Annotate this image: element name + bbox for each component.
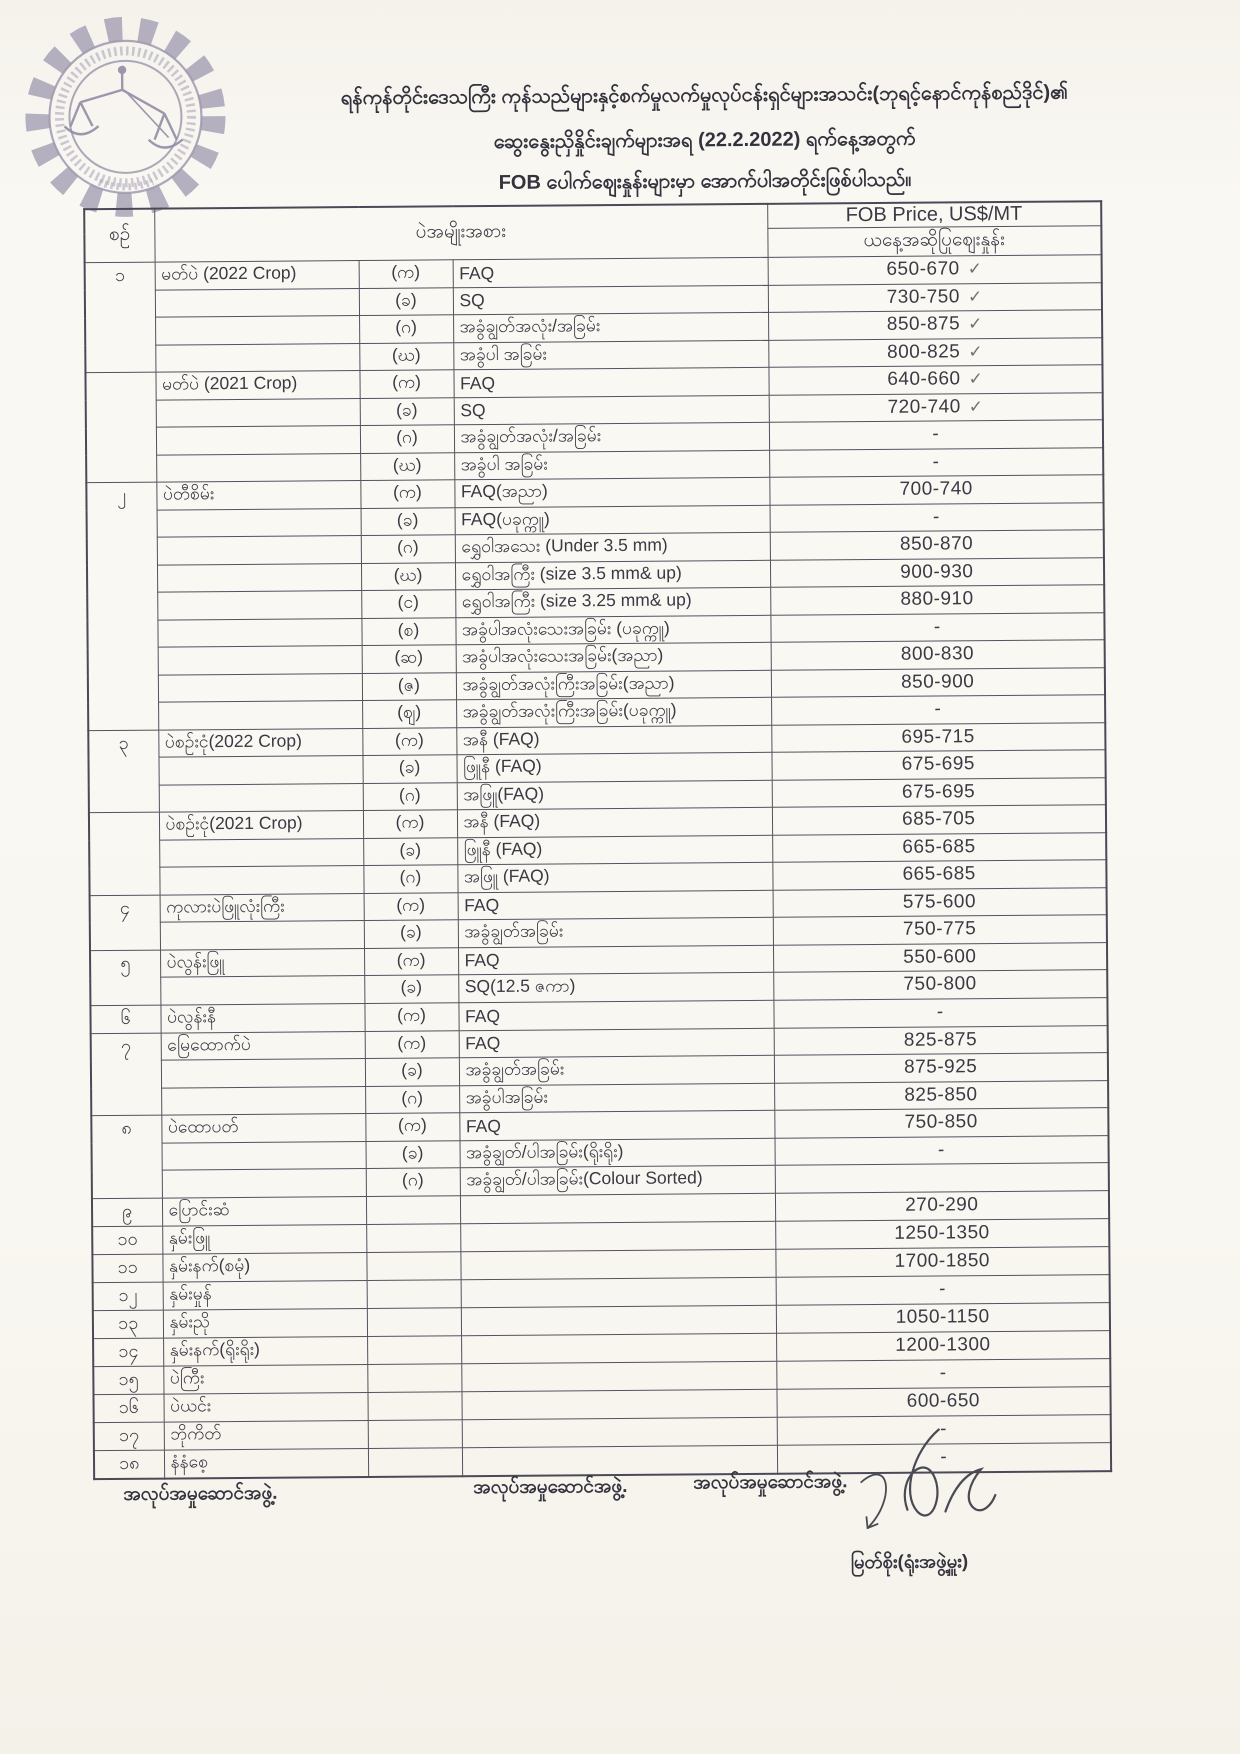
sub-item-letter-cell: (ခ) [362,755,456,783]
grade-spec-cell: အခွံပါအလုံးသေးအခြမ်း(အညာ) [456,642,771,672]
commodity-name-cell: ဘိုကိတ် [164,1420,368,1450]
commodity-name-cell [159,783,363,812]
sub-item-letter-cell [368,1447,462,1476]
grade-spec-cell: SQ [454,395,769,425]
grade-spec-cell [460,1221,775,1251]
grade-spec-cell: အနီ (FAQ) [456,725,771,755]
price-cell [776,1330,1110,1361]
sub-item-letter-cell: (ဂ) [359,315,453,343]
sub-item-letter-cell: (ခ) [360,397,454,425]
grade-spec-cell: အခွံချွတ်အလုံးကြီးအခြမ်း(အညာ) [456,670,771,700]
commodity-name-cell: ကုလားပဲဖြူလုံးကြီး [160,893,364,922]
grade-spec-cell: ဖြူနီ (FAQ) [456,752,771,782]
grade-spec-cell: အခွံပါ အခြမ်း [453,340,768,370]
executive-committee-label-3: အလုပ်အမှုဆောင်အဖွဲ့. [693,1471,848,1494]
commodity-name-cell: နှမ်းညို [163,1308,367,1338]
price-cell [776,1358,1110,1389]
price-cell [769,392,1103,422]
sub-item-letter-cell: (ခ) [364,975,458,1003]
commodity-name-cell [157,563,361,592]
sub-item-letter-cell: (ဂ) [363,782,457,810]
price-cell [770,585,1104,615]
commodity-name-cell [155,316,359,345]
price-value: - [940,1446,948,1468]
sub-item-letter-cell: (ခ) [366,1140,460,1168]
executive-committee-label-2: အလုပ်အမှုဆောင်အဖွဲ့. [473,1475,628,1499]
sub-item-letter-cell: (ဂ) [366,1168,460,1196]
price-cell [775,1246,1109,1277]
price-cell [768,310,1102,340]
commodity-name-cell: ပဲတီစိမ်း [156,481,360,510]
sub-item-letter-cell [366,1223,460,1252]
price-value: 720-740 [887,396,961,418]
chamber-seal-stamp-icon [18,7,234,227]
price-value: 575-600 [902,890,977,913]
price-check-icon: ✓ [968,341,984,361]
price-cell [774,1025,1108,1055]
price-value: 825-850 [904,1083,978,1106]
commodity-name-cell [156,398,360,427]
price-value: - [933,616,941,638]
price-cell [772,860,1106,890]
price-cell [773,942,1107,972]
price-cell [768,365,1102,395]
sub-item-letter-cell [367,1307,461,1336]
price-check-icon: ✓ [967,259,983,279]
commodity-name-cell [160,921,364,950]
signer-name-label: မြတ်စိုး(ရုံးအဖွဲ့မှူး) [850,1550,969,1573]
grade-spec-cell [461,1389,776,1419]
price-value: 675-695 [901,753,976,776]
sub-item-letter-cell: (ခ) [359,287,453,315]
header-date-line: ဆွေးနွေးညှိနှိုင်းချက်များအရ (22.2.2022) ရက်နေ့အတွက် [493,127,916,153]
grade-spec-cell: ရွှေဝါအသေး (Under 3.5 mm) [455,532,770,562]
grade-spec-cell: အခွံချွတ်အလုံး/အခြမ်း [454,422,769,452]
price-cell [770,530,1104,560]
commodity-name-cell: နှမ်းနက်(ရိုးရိုး) [163,1336,367,1366]
sub-item-letter-cell: (ဇ) [362,672,456,700]
price-cell [771,695,1105,725]
commodity-name-cell [159,866,363,895]
price-value: 850-900 [900,670,975,693]
row-number-cell [89,812,160,895]
price-value: 550-600 [903,945,977,968]
price-cell [776,1274,1110,1305]
grade-spec-cell [461,1305,776,1335]
row-number-cell: ၈ [91,1115,162,1198]
commodity-name-cell: မတ်ပဲ (2022 Crop) [155,261,359,290]
price-value: - [932,423,940,445]
sub-item-letter-cell: (က) [365,1113,459,1141]
grade-spec-cell: FAQ [453,257,768,287]
price-cell [773,970,1107,1000]
price-cell [773,997,1107,1028]
commodity-name-cell [157,618,361,647]
row-number-cell: ၁၇ [94,1422,164,1451]
price-cell [770,612,1104,642]
row-number-cell [85,372,156,483]
row-number-cell: ၉ [92,1198,162,1227]
price-value: 1700-1850 [894,1250,991,1272]
sub-item-letter-cell: (ဆ) [362,645,456,673]
grade-spec-cell [461,1361,776,1391]
price-cell [771,722,1105,752]
grade-spec-cell: FAQ [458,1000,773,1030]
grade-spec-cell: အဖြူ (FAQ) [457,862,772,892]
grade-spec-cell: အနီ (FAQ) [457,807,772,837]
signature-icon [827,1415,1018,1556]
col-header-type: ပဲအမျိုးအစား [154,204,767,262]
grade-spec-cell: အခွံချွတ်အလုံး/အခြမ်း [453,312,768,342]
grade-spec-cell: FAQ [453,367,768,397]
sub-item-letter-cell [368,1419,462,1448]
sub-item-letter-cell: (ဂ) [365,1085,459,1113]
row-number-cell: ၇ [91,1033,162,1116]
row-number-cell: ၁၁ [92,1254,162,1283]
sub-item-letter-cell: (ဂ) [360,425,454,453]
commodity-name-cell [157,591,361,620]
grade-spec-cell: အဖြူ(FAQ) [457,780,772,810]
sub-item-letter-cell: (က) [362,727,456,755]
commodity-name-cell [157,508,361,537]
sub-item-letter-cell: (က) [365,1030,459,1058]
price-value: 750-850 [904,1111,978,1134]
commodity-name-cell: ပဲထောပတ် [161,1114,365,1143]
sub-item-letter-cell [367,1363,461,1392]
price-value: 875-925 [904,1056,978,1079]
sub-item-letter-cell: (ခ) [364,920,458,948]
price-value: - [936,1001,944,1023]
header-association-line: ရန်ကုန်တိုင်းဒေသကြီး ကုန်သည်များနှင့်စက်မှုလက်မှုလုပ်ငန်းရှင်များအသင်း(ဘုရင့်နောင်ကုန်စည်ဒိုင်)၏ [340,81,1069,110]
price-value: 675-695 [901,780,976,803]
price-check-icon: ✓ [967,286,983,307]
price-cell [768,337,1102,367]
grade-spec-cell: အခွံချွတ်အလုံးကြီးအခြမ်း(ပခုက္ကူ) [456,697,771,727]
row-number-cell: ၃ [88,730,159,813]
price-value: - [937,1139,945,1161]
sub-item-letter-cell: (က) [363,810,457,838]
price-cell [770,502,1104,532]
price-value: 800-825 [887,341,961,363]
sub-item-letter-cell: (ခ) [361,507,455,535]
grade-spec-cell: FAQ [459,1028,774,1058]
sub-item-letter-cell: (င) [361,590,455,618]
price-value: 850-870 [899,533,974,556]
price-value: 600-650 [906,1390,981,1412]
price-check-icon: ✓ [968,396,984,416]
col-header-no: စဉ် [84,209,154,263]
sub-item-letter-cell: (ခ) [365,1058,459,1086]
sub-item-letter-cell [367,1335,461,1364]
commodity-name-cell [156,426,360,455]
commodity-name-cell: ပဲစဉ်းငုံ(2022 Crop) [158,728,362,757]
price-cell [772,805,1106,835]
row-number-cell: ၁၆ [93,1394,163,1423]
row-number-cell: ၁၄ [93,1338,163,1367]
grade-spec-cell: အခွံချွတ်/ပါအခြမ်း(Colour Sorted) [460,1165,775,1195]
sub-item-letter-cell: (က) [364,947,458,975]
sub-item-letter-cell: (ခ) [363,837,457,865]
sub-item-letter-cell: (က) [359,370,453,398]
price-value: 665-685 [902,863,976,886]
grade-spec-cell: ရွှေဝါအကြီး (size 3.5 mm& up) [455,560,770,590]
price-cell [774,1053,1108,1083]
sub-item-letter-cell [367,1391,461,1420]
price-cell [771,750,1105,780]
grade-spec-cell [461,1277,776,1307]
price-check-icon: ✓ [968,369,984,389]
price-value: 685-705 [902,808,976,831]
price-cell [771,640,1105,670]
commodity-name-cell [162,1169,366,1198]
sub-item-letter-cell [367,1279,461,1308]
commodity-name-cell: ပြောင်းဆံ [162,1196,366,1226]
grade-spec-cell: FAQ [458,945,773,975]
price-cell [775,1218,1109,1249]
price-cell [774,1108,1108,1138]
sub-item-letter-cell: (က) [360,480,454,508]
grade-spec-cell [460,1193,775,1223]
grade-spec-cell: FAQ [459,1110,774,1140]
price-value: 1250-1350 [894,1222,990,1244]
price-value: - [939,1362,947,1384]
commodity-name-cell: မြေထောက်ပဲ [161,1031,365,1060]
price-cell [768,282,1102,312]
commodity-name-cell [160,976,364,1005]
row-number-cell: ၅ [90,950,160,1006]
commodity-name-cell [158,756,362,785]
sub-item-letter-cell [366,1195,460,1224]
sub-item-letter-cell: (က) [359,260,453,288]
price-value: 665-685 [902,835,976,858]
price-value: 900-930 [900,560,974,583]
row-number-cell: ၁၂ [93,1282,163,1311]
price-value: 650-670 [886,258,960,281]
price-value: - [934,698,942,720]
price-cell [776,1302,1110,1333]
sub-item-letter-cell: (က) [364,892,458,920]
grade-spec-cell: ဖြူနီ (FAQ) [457,835,772,865]
commodity-name-cell [157,536,361,565]
sub-item-letter-cell: (ဃ) [359,342,453,370]
price-cell [769,475,1103,505]
grade-spec-cell: အခွံပါအခြမ်း [459,1083,774,1113]
commodity-name-cell [159,838,363,867]
commodity-name-cell: ပဲကြီး [163,1364,367,1394]
price-cell [768,255,1102,285]
row-number-cell: ၁၅ [93,1366,163,1395]
price-cell [772,777,1106,807]
price-value: 1050-1150 [895,1306,990,1328]
commodity-name-cell: နှမ်းဖြူ [162,1224,366,1254]
grade-spec-cell: အခွံပါအလုံးသေးအခြမ်း (ပခုက္ကူ) [455,615,770,645]
commodity-name-cell [156,453,360,482]
price-cell [769,447,1103,477]
col-header-price-mm: ယနေ့အဆိုပြုဈေးနှုန်း [767,226,1101,258]
commodity-name-cell [158,646,362,675]
commodity-name-cell [161,1059,365,1088]
sub-item-letter-cell: (ဂ) [363,865,457,893]
grade-spec-cell [462,1417,777,1447]
price-check-icon: ✓ [968,314,983,334]
commodity-name-cell [158,673,362,702]
commodity-name-cell [155,288,359,317]
commodity-name-cell [162,1141,366,1170]
row-number-cell: ၁၀ [92,1226,162,1255]
grade-spec-cell [461,1333,776,1363]
row-number-cell: ၁၈ [94,1450,164,1479]
grade-spec-cell: SQ [453,285,768,315]
price-value: 700-740 [899,478,973,501]
grade-spec-cell [460,1249,775,1279]
grade-spec-cell: အခွံပါ အခြမ်း [454,450,769,480]
price-value: 730-750 [886,286,960,308]
commodity-name-cell: မတ်ပဲ (2021 Crop) [155,371,359,400]
price-value: 1200-1300 [895,1334,991,1356]
price-cell [774,1080,1108,1110]
price-value: 640-660 [887,368,961,391]
price-value: 825-875 [903,1028,978,1051]
grade-spec-cell: အခွံချွတ်အခြမ်း [459,1055,774,1085]
commodity-name-cell: နံနံစေ့ [164,1448,368,1478]
sub-item-letter-cell: (ဂ) [361,535,455,563]
grade-spec-cell: SQ(12.5 ဇကာ) [458,972,773,1002]
row-number-cell: ၂ [86,482,158,730]
grade-spec-cell: အခွံချွတ်အခြမ်း [458,917,773,947]
commodity-name-cell: နှမ်းမှုန် [163,1280,367,1310]
price-cell [775,1135,1109,1165]
price-cell [776,1386,1110,1417]
price-cell [773,887,1107,917]
commodity-name-cell: ပဲယင်း [163,1392,367,1422]
price-value: 880-910 [900,588,974,611]
grade-spec-cell: FAQ(ပခုက္ကူ) [455,505,770,535]
row-number-cell: ၁၃ [93,1310,163,1339]
row-number-cell: ၄ [90,895,160,951]
row-number-cell: ၆ [90,1005,160,1034]
fob-price-table [83,200,1112,1479]
commodity-name-cell [155,343,359,372]
grade-spec-cell: အခွံချွတ်/ပါအခြမ်း(ရိုးရိုး) [460,1138,775,1168]
price-value: 270-290 [905,1194,979,1216]
price-cell [775,1163,1109,1193]
sub-item-letter-cell [366,1251,460,1280]
price-cell [769,420,1103,450]
col-header-price-en: FOB Price, US$/MT [767,201,1101,228]
commodity-name-cell [158,701,362,730]
price-value: 695-715 [901,725,975,748]
price-cell [771,667,1105,697]
grade-spec-cell: FAQ(အညာ) [454,477,769,507]
executive-committee-label-1: အလုပ်အမှုဆောင်အဖွဲ့. [123,1482,278,1505]
price-value: 850-875 [886,313,961,336]
grade-spec-cell: ရွှေဝါအကြီး (size 3.25 mm& up) [455,587,770,617]
grade-spec-cell: FAQ [458,890,773,920]
commodity-name-cell: နှမ်းနက်(စမုံ) [162,1252,366,1282]
header-fob-line: FOB ပေါက်ဈေးနှုန်းများမှာ အောက်ပါအတိုင်းဖြစ်ပါသည်။ [498,168,912,194]
price-value: - [932,506,940,528]
commodity-name-cell: ပဲစဉ်းငုံ(2021 Crop) [159,811,363,840]
sub-item-letter-cell: (ဃ) [360,452,454,480]
price-value: - [938,1278,946,1300]
price-value: 800-830 [900,643,975,666]
sub-item-letter-cell: (ဈ) [362,700,456,728]
price-cell [772,832,1106,862]
sub-item-letter-cell: (က) [364,1002,458,1031]
price-value: - [940,1418,948,1440]
commodity-name-cell: ပဲလွန်းနီ [160,1003,364,1033]
price-value: - [932,451,940,473]
sub-item-letter-cell: (ဃ) [361,562,455,590]
commodity-name-cell: ပဲလွန်းဖြူ [160,948,364,977]
price-cell [775,1190,1109,1221]
price-cell [773,915,1107,945]
price-value: 750-775 [902,918,977,941]
price-value: 750-800 [903,973,977,996]
commodity-name-cell [161,1086,365,1115]
sub-item-letter-cell: (စ) [361,617,455,645]
price-cell [770,557,1104,587]
row-number-cell: ၁ [85,262,156,373]
